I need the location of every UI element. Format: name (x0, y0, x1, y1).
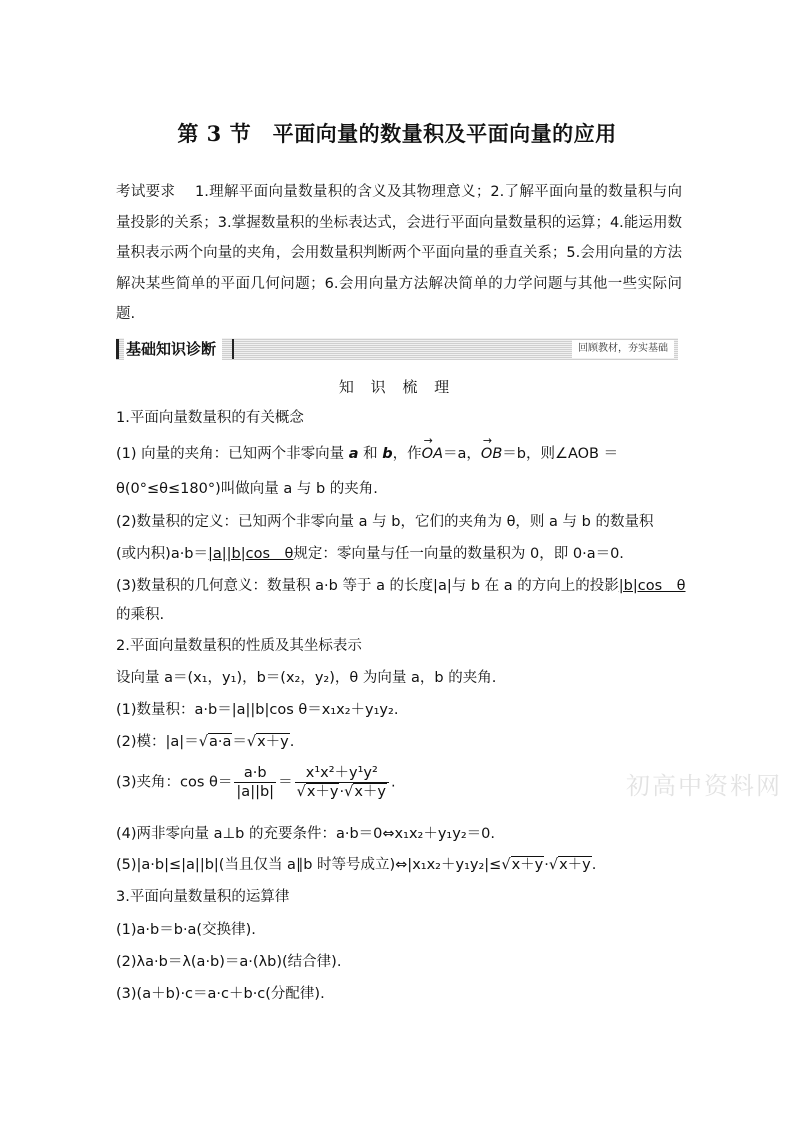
s2-heading: 2.平面向量数量积的性质及其坐标表示 (116, 638, 362, 654)
banner-divider (232, 339, 234, 359)
fraction-denominator: √x＋y·√x＋y (296, 784, 387, 800)
exam-req-text: 1.理解平面向量数量积的含义及其物理意义；2.了解平面向量的数量积与向量投影的关系；3.掌握数量积的坐标表达式，会进行平面向量数量积的运算；4.能运用数量积表示两个向量的夹角，会用数量积判断两个平面向量的垂直关系；5.会用向量的方法解决某些简单的平面几何问题；6.会用向量方法解决简单的力学问题与其他一些实际问题. (116, 184, 683, 322)
text: (3)数量积的几何意义：数量积 a·b 等于 a 的长度|a|与 b 在 a 的方向上的投影 (116, 578, 619, 594)
text: . (391, 774, 396, 791)
text: 规定：零向量与任一向量的数量积为 0，即 0·a＝0. (293, 546, 624, 562)
text: (2)模：|a|＝ (116, 734, 199, 750)
text: ＝ (278, 774, 293, 791)
exam-req-label: 考试要求 (116, 184, 176, 200)
vec-b: b (382, 446, 393, 462)
vec-a: a (348, 446, 359, 462)
text: · (544, 857, 549, 873)
s1-line2: θ(0°≤θ≤180°)叫做向量 a 与 b 的夹角. (116, 481, 378, 497)
vector-ob: → OB (481, 442, 502, 466)
s2-line2: (1)数量积：a·b＝|a||b|cos θ＝x₁x₂＋y₁y₂. (116, 702, 399, 718)
underlined-answer: |b|cos θ (618, 578, 686, 594)
text: ＝a， (443, 446, 481, 462)
s1-line1 (116, 442, 682, 466)
text: (3)夹角：cos θ＝ (116, 774, 233, 791)
sqrt-radicand: x＋y (306, 784, 339, 800)
banner-title: 基础知识诊断 (124, 338, 222, 360)
text: . (591, 857, 597, 873)
fraction-denominator: |a||b| (236, 784, 275, 800)
banner-left-bar (116, 339, 119, 359)
section-banner (116, 338, 678, 360)
fraction-numerator: a·b (234, 764, 276, 783)
fraction-2 (295, 764, 389, 801)
s2-line1: 设向量 a＝(x₁，y₁)，b＝(x₂，y₂)，θ 为向量 a，b 的夹角. (116, 670, 497, 686)
s1-line3: (2)数量积的定义：已知两个非零向量 a 与 b，它们的夹角为 θ，则 a 与 b 的数量积 (116, 514, 654, 530)
text: (1) 向量的夹角：已知两个非零向量 (116, 446, 345, 462)
banner-subtitle: 回顾教材，夯实基础 (572, 340, 674, 358)
s1-line4 (116, 542, 682, 566)
text: ＝ (232, 734, 247, 750)
underlined-answer: |a||b|cos θ (208, 546, 294, 562)
text: (或内积)a·b＝ (116, 546, 209, 562)
s2-line3: (2)模：|a|＝√a·a＝√x＋y. (116, 734, 295, 750)
section-title: 知 识 梳 理 (338, 378, 456, 396)
s3-line3: (3)(a＋b)·c＝a·c＋b·c(分配律). (116, 986, 325, 1002)
text: · (339, 784, 345, 800)
s1-line5 (116, 574, 686, 598)
sqrt-radicand: x＋y (559, 857, 591, 873)
s2-line4 (116, 764, 682, 801)
sqrt-radicand: x＋y (511, 857, 544, 873)
s3-line2: (2)λa·b＝λ(a·b)＝a·(λb)(结合律). (116, 954, 342, 970)
text: ＝b，则∠AOB ＝ (502, 446, 619, 462)
exam-requirements (116, 177, 682, 330)
sqrt-radicand: x＋y (354, 784, 387, 800)
fraction-1 (234, 764, 276, 801)
text: . (289, 734, 295, 750)
vector-oa: → OA (422, 442, 443, 466)
watermark: 初高中资料网 (626, 772, 782, 800)
s2-line5: (4)两非零向量 a⊥b 的充要条件：a·b＝0⇔x₁x₂＋y₁y₂＝0. (116, 826, 495, 842)
fraction-numerator: x¹x²＋y¹y² (295, 764, 389, 783)
sqrt-radicand: x＋y (257, 734, 289, 750)
s3-heading: 3.平面向量数量积的运算律 (116, 889, 290, 905)
s1-heading: 1.平面向量数量积的有关概念 (116, 410, 304, 426)
s2-line6: (5)|a·b|≤|a||b|(当且仅当 a∥b 时等号成立)⇔|x₁x₂＋y₁y₂|≤√x＋y·√x＋y. (116, 857, 597, 873)
s3-line1: (1)a·b＝b·a(交换律). (116, 922, 256, 938)
page-title: 第 3 节 平面向量的数量积及平面向量的应用 (177, 121, 617, 146)
text: 和 (363, 446, 378, 462)
text: (5)|a·b|≤|a||b|(当且仅当 a∥b 时等号成立)⇔|x₁x₂＋y₁y₂|≤ (116, 857, 502, 873)
s1-line6: 的乘积. (116, 607, 165, 623)
text: ，作 (392, 446, 422, 462)
sqrt-radicand: a·a (208, 734, 232, 750)
